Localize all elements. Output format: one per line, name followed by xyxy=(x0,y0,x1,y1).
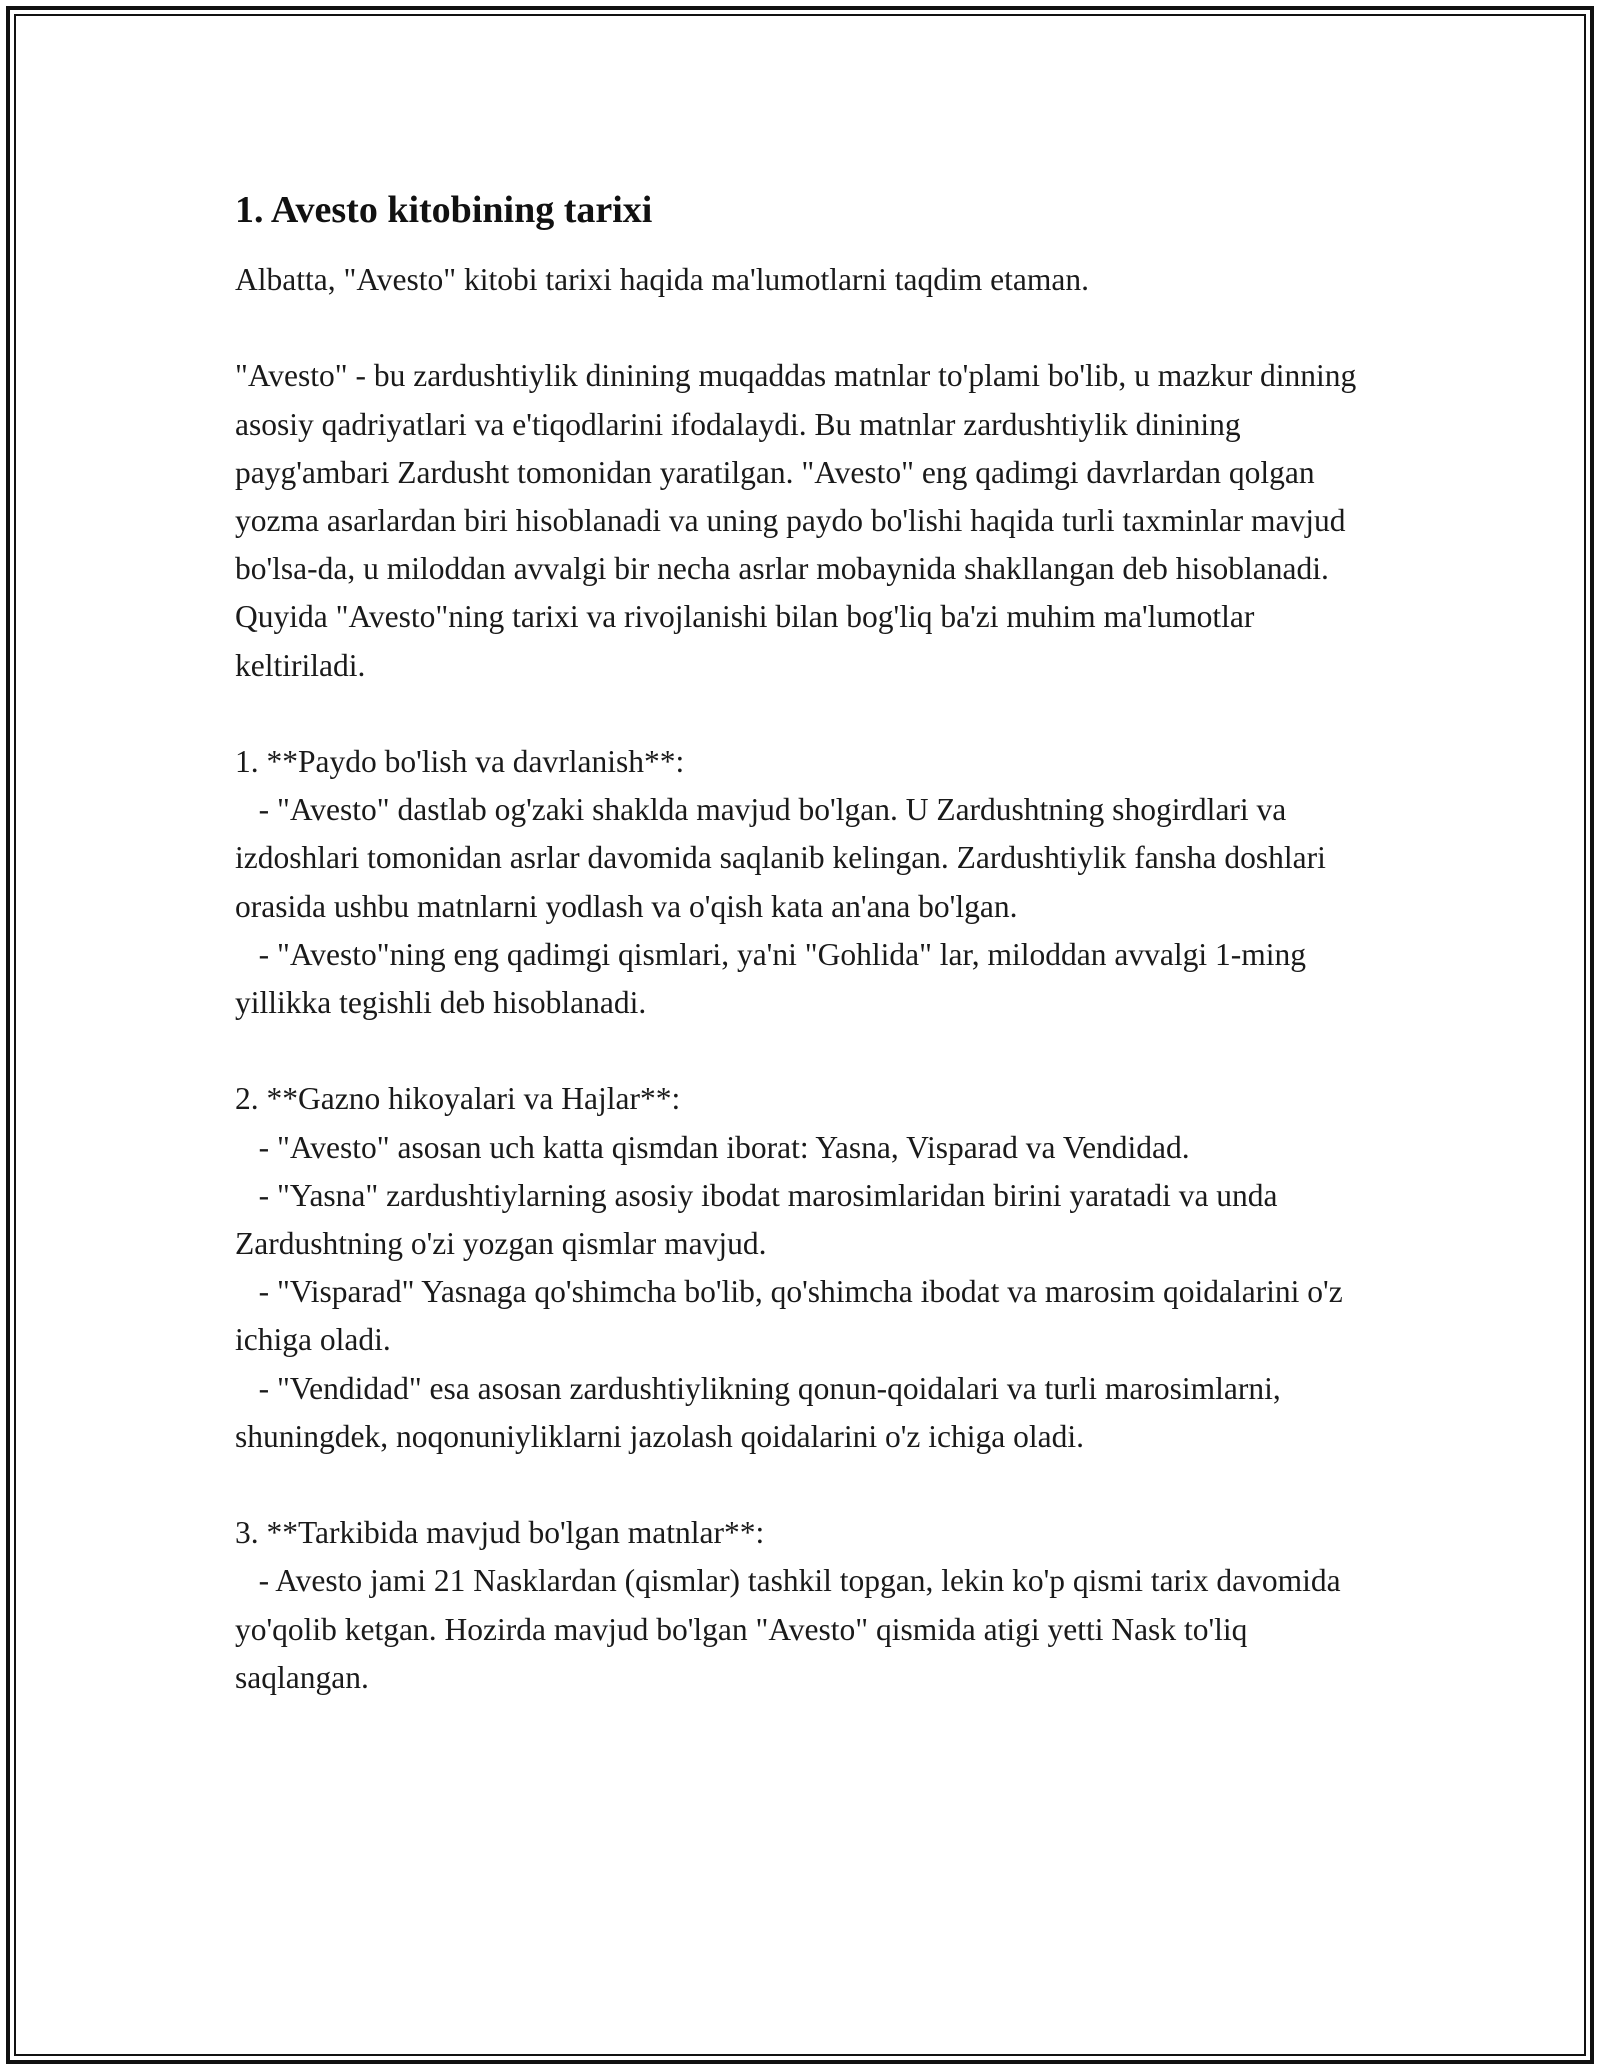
document-body xyxy=(235,186,1375,1702)
section-item: - "Yasna" zardushtiylarning asosiy ibodat marosimlaridan birini yaratadi va unda Zardushtning o'zi yozgan qismlar mavjud. xyxy=(235,1177,1286,1262)
section-item: - "Avesto"ning eng qadimgi qismlari, ya'ni "Gohlida" lar, miloddan avvalgi 1-ming yillikka tegishli deb hisoblanadi. xyxy=(235,936,1314,1021)
section-item: - Avesto jami 21 Nasklardan (qismlar) tashkil topgan, lekin ko'p qismi tarix davomida yo'qolib ketgan. Hozirda mavjud bo'lgan "Avesto" qismida atigi yetti Nask to'liq saqlangan. xyxy=(235,1563,1349,1695)
section-heading: 1. **Paydo bo'lish va davrlanish**: xyxy=(235,744,685,779)
section-item: - "Avesto" dastlab og'zaki shaklda mavjud bo'lgan. U Zardushtning shogirdlari va izdoshlari tomonidan asrlar davomida saqlanib kelingan. Zardushtiylik fansha doshlari orasida ushbu matnlarni yodlash va o'qish kata an'ana bo'lgan. xyxy=(235,792,1334,924)
paragraph-gap xyxy=(235,1461,1375,1509)
paragraph-gap xyxy=(235,304,1375,352)
section-item: - "Visparad" Yasnaga qo'shimcha bo'lib, qo'shimcha ibodat va marosim qoidalarini o'z ichiga oladi. xyxy=(235,1274,1351,1358)
intro-paragraph: Albatta, "Avesto" kitobi tarixi haqida ma'lumotlarni taqdim etaman. xyxy=(235,262,1089,297)
section-origin xyxy=(235,738,1375,1027)
document-title: 1. Avesto kitobining tarixi xyxy=(235,189,653,231)
paragraph-gap xyxy=(235,690,1375,738)
section-item: - "Vendidad" esa asosan zardushtiylikning qonun-qoidalari va turli marosimlarni, shuningdek, noqonuniyliklarni jazolash qoidalarini o'z ichiga oladi. xyxy=(235,1370,1289,1454)
section-structure xyxy=(235,1075,1375,1461)
overview-paragraph: "Avesto" - bu zardushtiylik dinining muqaddas matnlar to'plami bo'lib, u mazkur dinning asosiy qadriyatlari va e'tiqodlarini ifodalaydi. Bu matnlar zardushtiylik dinining payg'ambari Zardusht tomonidan yaratilgan. "Avesto" eng qadimgi davrlardan qolgan yozma asarlardan biri hisoblanadi va uning paydo bo'lishi haqida turli taxminlar mavjud bo'lsa-da, u miloddan avvalgi bir necha asrlar mobaynida shakllangan deb hisoblanadi. Quyida "Avesto"ning tarixi va rivojlanishi bilan bog'liq ba'zi muhim ma'lumotlar keltiriladi. xyxy=(235,358,1365,683)
section-heading: 3. **Tarkibida mavjud bo'lgan matnlar**: xyxy=(235,1515,765,1551)
section-item: - "Avesto" asosan uch katta qismdan iborat: Yasna, Visparad va Vendidad. xyxy=(235,1129,1190,1165)
section-heading: 2. **Gazno hikoyalari va Hajlar**: xyxy=(235,1081,681,1117)
paragraph-gap xyxy=(235,1027,1375,1075)
section-texts xyxy=(235,1509,1375,1702)
